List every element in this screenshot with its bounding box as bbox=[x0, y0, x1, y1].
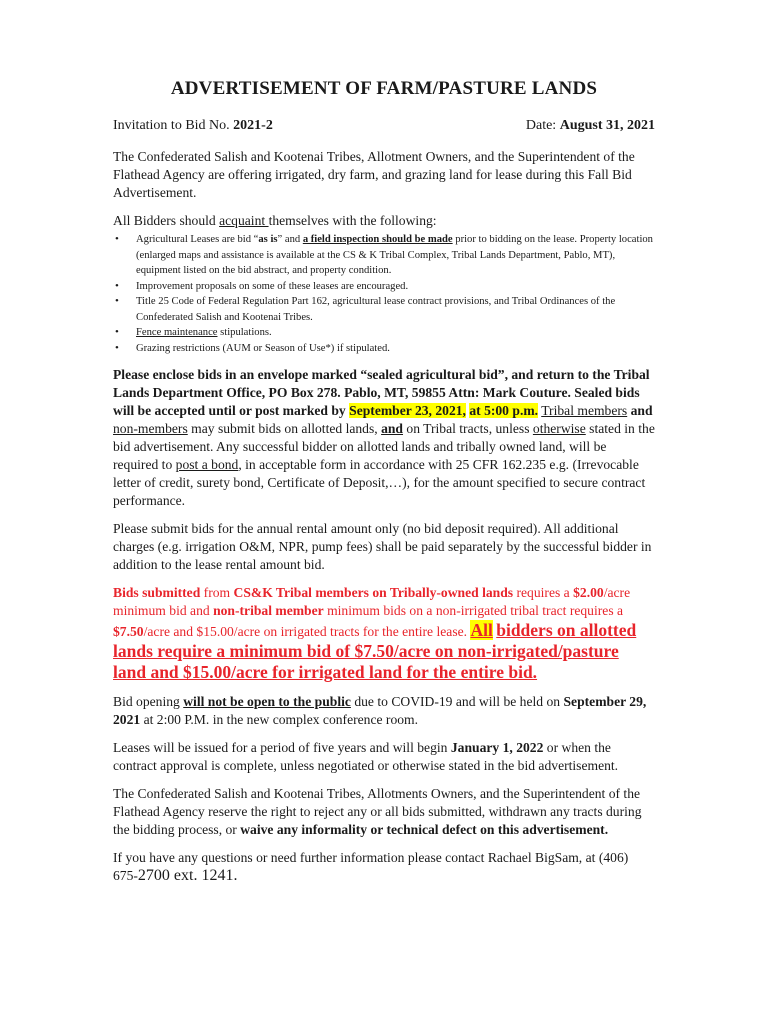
body-text: Leases will be issued for a period of five years and will begin bbox=[113, 740, 451, 755]
annual-rental-paragraph: Please submit bids for the annual rental amount only (no bid deposit required). All additional charges (e.g. irrigation O&M, NPR, pump fees) shall be paid separately by the successful bidder in addition to the lease rental amount bid. bbox=[113, 521, 652, 572]
list-item bbox=[113, 232, 655, 279]
body-text: may submit bids on allotted lands, bbox=[187, 421, 382, 436]
acquaint-post: themselves with the following: bbox=[268, 213, 437, 228]
reserve-rights-paragraph bbox=[113, 785, 655, 839]
document-title: ADVERTISEMENT OF FARM/PASTURE LANDS bbox=[170, 78, 598, 99]
bid-header bbox=[113, 118, 655, 134]
deadline-date-highlight: September 23, 2021, bbox=[349, 403, 466, 418]
red-bold: Bids submitted bbox=[113, 585, 201, 600]
bid-number bbox=[113, 118, 273, 134]
bold-underlined-text: will not be open to the public bbox=[183, 694, 351, 709]
bid-date-label: Date: bbox=[525, 118, 560, 133]
red-bold: $7.50 bbox=[113, 624, 144, 639]
minimum-bid-paragraph bbox=[113, 584, 655, 683]
requirements-list bbox=[113, 232, 655, 356]
bid-date bbox=[526, 118, 655, 134]
bullet-text: Improvement proposals on some of these leases are encouraged. bbox=[136, 280, 409, 292]
body-text: , in acceptable form in accordance with 25 CFR 162.235 e.g. (Irrevocable letter of credit, surety bond, Certificate of Deposit,…), for the amount specified to secure contract performance. bbox=[113, 457, 646, 508]
underlined-text: non-members bbox=[113, 421, 188, 436]
acquaint-underlined: acquaint bbox=[219, 213, 269, 228]
body-text: due to COVID-19 and will be held on bbox=[350, 694, 564, 709]
bullet-bold-underlined: a field inspection should be made bbox=[302, 234, 453, 245]
deadline-time-highlight: at 5:00 p.m. bbox=[469, 403, 539, 418]
enclose-bold: Please enclose bids in an envelope marked “sealed agricultural bid”, and return to the Tribal Lands Department Office, PO Box 278. Pablo, MT, 59855 Attn: Mark Couture. Sealed bids will be accepted until or post marked by bbox=[113, 367, 650, 418]
red-text: /acre and $15.00/acre on irrigated tracts for the entire lease. bbox=[143, 624, 471, 639]
bullet-text: Grazing restrictions (AUM or Season of Use*) if stipulated. bbox=[136, 342, 390, 354]
document-page bbox=[113, 72, 655, 895]
bullet-bold: as is bbox=[258, 234, 278, 245]
bold-text: and bbox=[627, 403, 653, 418]
intro-paragraph: The Confederated Salish and Kootenai Tribes, Allotment Owners, and the Superintendent of the Flathead Agency are offering irrigated, dry farm, and grazing land for lease during this Fall Bid Advertisement. bbox=[113, 149, 635, 200]
bullet-text: stipulations. bbox=[217, 327, 272, 338]
bullet-text: Title 25 Code of Federal Regulation Part 162, agricultural lease contract provisions, and Tribal Ordinances of the Confederated Salish and Kootenai Tribes. bbox=[136, 296, 616, 323]
lease-start-date: January 1, 2022 bbox=[450, 740, 544, 755]
contact-paragraph bbox=[113, 849, 655, 885]
underlined-text: post a bond bbox=[175, 457, 239, 472]
bold-underlined-text: and bbox=[381, 421, 403, 436]
body-text: The Confederated Salish and Kootenai Tribes, Allotments Owners, and the Superintendent of the Flathead Agency reserve the right to reject any or all bids submitted, withdrawn any tracts during the bidding process, or bbox=[113, 786, 642, 837]
enclose-paragraph bbox=[113, 366, 655, 510]
red-text: minimum bids on a non-irrigated tribal tract requires a bbox=[323, 603, 624, 618]
list-item bbox=[113, 325, 655, 341]
red-bold: $2.00 bbox=[573, 585, 604, 600]
underlined-text: otherwise bbox=[532, 421, 586, 436]
list-item bbox=[113, 294, 655, 325]
bullet-underlined: Fence maintenance bbox=[136, 327, 218, 338]
allotted-minimum-notice: bidders on allotted lands require a minimum bid of $7.50/acre on non-irrigated/pasture land and $15.00/acre for irrigated land for the entire bid. bbox=[113, 620, 637, 682]
lease-term-paragraph bbox=[113, 739, 655, 775]
acquaint-pre: All Bidders should bbox=[113, 213, 220, 228]
list-item bbox=[113, 341, 655, 357]
red-text: requires a bbox=[513, 585, 574, 600]
bold-text: waive any informality or technical defect on this advertisement. bbox=[240, 822, 609, 837]
bid-number-value: 2021-2 bbox=[233, 118, 273, 133]
red-text: /acre minimum bid and bbox=[113, 585, 631, 618]
acquaint-paragraph bbox=[113, 212, 655, 230]
underlined-text: Tribal members bbox=[541, 403, 628, 418]
body-text: on Tribal tracts, unless bbox=[403, 421, 533, 436]
body-text: Bid opening bbox=[113, 694, 184, 709]
body-text: at 2:00 P.M. in the new complex conference room. bbox=[140, 712, 419, 727]
list-item bbox=[113, 279, 655, 295]
red-text: from bbox=[200, 585, 234, 600]
bid-date-value: August 31, 2021 bbox=[559, 118, 655, 133]
opening-date: September 29, 2021 bbox=[113, 694, 647, 727]
contact-extension: 2700 ext. 1241. bbox=[137, 867, 238, 884]
red-bold: CS&K Tribal members on Tribally-owned lands bbox=[233, 585, 514, 600]
bullet-text: Agricultural Leases are bid “ bbox=[136, 234, 259, 245]
body-text: or when the contract approval is complete, unless negotiated or otherwise stated in the bid advertisement. bbox=[113, 740, 619, 773]
allotted-minimum-highlight: All bbox=[470, 620, 493, 640]
bid-number-label: Invitation to Bid No. bbox=[113, 118, 234, 133]
bid-opening-paragraph bbox=[113, 693, 655, 729]
red-bold: non-tribal member bbox=[213, 603, 324, 618]
bullet-text: prior to bidding on the lease. Property location (enlarged maps and assistance is available at the CS & K Tribal Complex, Tribal Lands Department, Pablo, MT), equipment listed on the bid abstract, and property condition. bbox=[136, 234, 653, 276]
body-text: stated in the bid advertisement. Any successful bidder on allotted lands and tribally owned land, will be required to bbox=[113, 421, 655, 472]
body-text: If you have any questions or need further information please contact Rachael BigSam, at (406) 675- bbox=[113, 850, 629, 883]
bullet-text: ” and bbox=[277, 234, 303, 245]
